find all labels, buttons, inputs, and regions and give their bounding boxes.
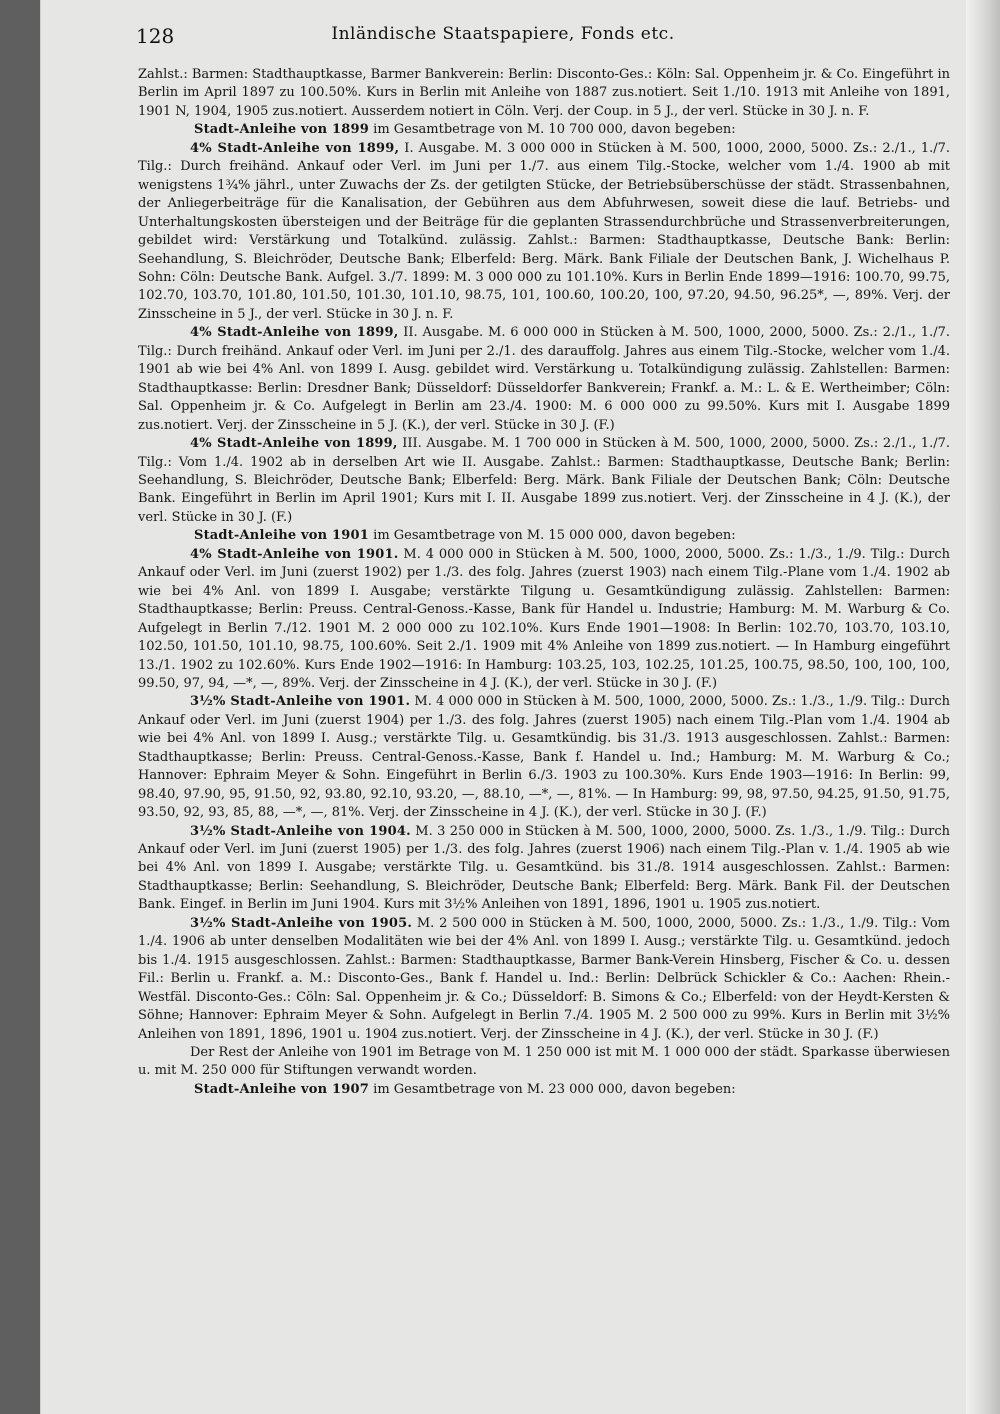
entry-text: I. Ausgabe. M. 3 000 000 in Stücken à M. 500, 1000, 2000, 5000. Zs.: 2./1., 1./7. Tilg.: Durch freihänd. Ankauf oder Verl. im Juni per 1./7. aus einem Tilg.-Stocke, welcher vom 1./4. 1900 ab mit wenigstens 1¾% jährl., unter Zuwachs der Zs. der getilgten Stücke, der Betriebsüberschüsse der städt. Strassenbahnen, der Anliegerbeiträge für die Kanalisation, der Gebühren aus dem Abfuhrwesen, soweit diese die lauf. Betriebs- und Unterhaltungskosten übersteigen und der Beiträge für die geplanten Strassendurchbrüche und Strassenverbreiterungen, gebildet wird: Verstärkung und Totalkünd. zulässig. Zahlst.: Barmen: Stadthauptkasse, Deutsche Bank: Berlin: Seehandlung, S. Bleichröder, Deutsche Bank; Elberfeld: Berg. Märk. Bank Filiale der Deutschen Bank, J. Wichelhaus P. Sohn: Cöln: Deutsche Bank. Aufgel. 3./7. 1899: M. 3 000 000 zu 101.10%. Kurs in Berlin Ende 1899—1916: 100.70, 99.75, 102.70, 103.70, 101.80, 101.50, 101.30, 101.10, 98.75, 101, 100.60, 100.20, 100, 97.20, 94.50, 96.25*, —, 89%. Verj. der Zinsscheine in 5 J., der verl. Stücke in 30 J. n. F.: [138, 140, 951, 322]
page-edge-shadow: [966, 0, 1000, 1414]
entry-1901-4pct: [138, 546, 950, 694]
entry-text: M. 2 500 000 in Stücken à M. 500, 1000, 2000, 5000. Zs.: 1./3., 1./9. Tilg.: Vom 1./4. 1906 ab unter denselben Modalitäten wie bei der 4% Anl. von 1899 I. Ausg.; verstärkte Tilg. u. Gesamtkünd. jedoch bis 1./4. 1915 ausgeschlossen. Zahlst.: Barmen: Stadthauptkasse, Barmer Bank-Verein Hinsberg, Fischer & Co. u. dessen Fil.: Berlin u. Frankf. a. M.: Disconto-Ges., Bank f. Handel u. Ind.: Berlin: Delbrück Schickler & Co.: Aachen: Rhein.-Westfäl. Disconto-Ges.: Cöln: Sal. Oppenheim jr. & Co.; Düsseldorf: B. Simons & Co.; Elberfeld: von der Heydt-Kersten & Söhne; Hannover: Ephraim Meyer & Sohn. Aufgelegt in Berlin 7./4. 1905 M. 2 500 000 zu 99%. Kurs in Berlin mit 3½% Anleihen von 1891, 1896, 1901 u. 1904 zus.notiert. Verj. der Zinsscheine in 4 J. (K.), der verl. Stücke in 30 J. (F.): [138, 915, 950, 1042]
entry-title: 4% Stadt-Anleihe von 1899,: [190, 140, 400, 156]
page-body: [138, 66, 950, 1099]
paragraph-text: Zahlst.: Barmen: Stadthauptkasse, Barmer Bankverein: Berlin: Disconto-Ges.: Köln: Sal. Oppenheim jr. & Co. Eingeführt in Berlin im April 1897 zu 100.50%. Kurs in Berlin mit Anleihe von 1887 zus.notiert. Seit 1./10. 1913 mit Anleihe von 1891, 1901 N, 1904, 1905 zus.notiert. Ausserdem notiert in Cöln. Verj. der Coup. in 5 J., der verl. Stücke in 30 J. n. F.: [138, 67, 950, 119]
paragraph-text: Der Rest der Anleihe von 1901 im Betrage von M. 1 250 000 ist mit M. 1 000 000 der städt. Sparkasse überwiesen u. mit M. 250 000 für Stiftungen verwandt worden.: [138, 1045, 950, 1079]
entry-title: 4% Stadt-Anleihe von 1899,: [190, 436, 398, 452]
entry-title: 4% Stadt-Anleihe von 1899,: [190, 325, 399, 341]
entry-1901-3-5pct: [138, 693, 950, 822]
entry-1899-ausgabe-1: [138, 140, 950, 325]
entry-text: M. 4 000 000 in Stücken à M. 500, 1000, 2000, 5000. Zs.: 1./3., 1./9. Tilg.: Durch Ankauf oder Verl. im Juni (zuerst 1904) per 1./3. des folg. Jahres (zuerst 1905) nach einem Tilg.-Plan vom 1./4. 1904 ab wie bei 4% Anl. von 1899 I. Ausg.; verstärkte Tilg. u. Gesamtkündig. bis 31./3. 1913 ausgeschlossen. Zahlst.: Barmen: Stadthauptkasse; Berlin: Preuss. Central-Genoss.-Kasse, Bank f. Handel u. Ind.; Hamburg: M. M. Warburg & Co.; Hannover: Ephraim Meyer & Sohn. Eingeführt in Berlin 6./3. 1903 zu 100.30%. Kurs Ende 1903—1916: In Berlin: 99, 98.40, 97.90, 95, 91.50, 92, 93.80, 92.10, 93.20, —, 88.10, —*, —, 81%. — In Hamburg: 99, 98, 97.50, 94.25, 91.50, 91.75, 93.50, 92, 93, 85, 88, —*, —, 81%. Verj. der Zinsscheine in 4 J. (K.), der verl. Stücke in 30 J. (F.): [138, 694, 950, 821]
paragraph-zahlstellen: [138, 66, 950, 121]
section-heading-1907: [138, 1081, 950, 1099]
heading-rest: im Gesamtbetrage von M. 23 000 000, davon begeben:: [369, 1081, 736, 1097]
entry-title: 3½% Stadt-Anleihe von 1905.: [190, 915, 413, 931]
entry-1905-3-5pct: [138, 915, 950, 1044]
entry-text: II. Ausgabe. M. 6 000 000 in Stücken à M. 500, 1000, 2000, 5000. Zs.: 2./1., 1./7. Tilg.: Durch freihänd. Ankauf oder Verl. im Juni per 2./1. des darauffolg. Jahres aus einem Tilg.-Stocke, welcher vom 1./4. 1901 ab wie bei 4% Anl. von 1899 I. Ausg. gebildet wird. Verstärkung u. Totalkündigung zulässig. Zahlstellen: Barmen: Stadthauptkasse: Berlin: Dresdner Bank; Düsseldorf: Düsseldorfer Bankverein; Frankf. a. M.: L. & E. Wertheimber; Cöln: Sal. Oppenheim jr. & Co. Aufgelegt in Berlin am 23./4. 1900: M. 6 000 000 zu 99.50%. Kurs mit I. Ausgabe 1899 zus.notiert. Verj. der Zinsscheine in 5 J. (K.), der verl. Stücke in 30 J. (F.): [138, 325, 950, 433]
page-number: 128: [136, 24, 175, 48]
heading-text: Stadt-Anleihe von 1899: [194, 122, 370, 138]
heading-rest: im Gesamtbetrage von M. 10 700 000, davon begeben:: [369, 122, 736, 138]
entry-1899-ausgabe-3: [138, 435, 950, 527]
paragraph-rest-1901: [138, 1044, 950, 1081]
entry-1899-ausgabe-2: [138, 324, 950, 435]
entry-title: 3½% Stadt-Anleihe von 1904.: [190, 823, 411, 839]
entry-title: 3½% Stadt-Anleihe von 1901.: [190, 694, 411, 710]
section-heading-1901: [138, 527, 950, 545]
entry-title: 4% Stadt-Anleihe von 1901.: [190, 546, 399, 562]
page-header: [40, 0, 966, 64]
running-title: Inländische Staatspapiere, Fonds etc.: [331, 24, 675, 44]
section-heading-1899: [138, 121, 950, 139]
entry-text: M. 4 000 000 in Stücken à M. 500, 1000, 2000, 5000. Zs.: 1./3., 1./9. Tilg.: Durch Ankauf oder Verl. im Juni (zuerst 1902) per 1./3. des folg. Jahres (zuerst 1903) nach einem Tilg.-Plane vom 1./4. 1902 ab wie bei 4% Anl. von 1899 I. Ausgabe; verstärkte Tilgung u. Gesamtkündigung zulässig. Zahlstellen: Barmen: Stadthauptkasse; Berlin: Preuss. Central-Genoss.-Kasse, Bank für Handel u. Industrie; Hamburg: M. M. Warburg & Co. Aufgelegt in Berlin 7./12. 1901 M. 2 000 000 zu 102.10%. Kurs Ende 1901—1908: In Berlin: 102.70, 103.70, 103.10, 102.50, 101.50, 101.10, 98.75, 100.60%. Seit 2./1. 1909 mit 4% Anleihe von 1899 zus.notiert. — In Hamburg eingeführt 13./1. 1902 zu 102.60%. Kurs Ende 1902—1916: In Hamburg: 103.25, 103, 102.25, 101.25, 100.75, 98.50, 100, 100, 100, 99.50, 97, 94, —*, —, 89%. Verj. der Zinsscheine in 4 J. (K.), der verl. Stücke in 30 J. (F.): [138, 546, 950, 691]
entry-1904-3-5pct: [138, 823, 950, 915]
entry-text: III. Ausgabe. M. 1 700 000 in Stücken à M. 500, 1000, 2000, 5000. Zs.: 2./1., 1./7. Tilg.: Vom 1./4. 1902 ab in derselben Art wie II. Ausgabe. Zahlst.: Barmen: Stadthauptkasse, Deutsche Bank; Berlin: Seehandlung, S. Bleichröder, Deutsche Bank; Elberfeld: Berg. Märk. Bank Filiale der Deutschen Bank; Cöln: Deutsche Bank. Eingeführt in Berlin im April 1901; Kurs mit I. II. Ausgabe 1899 zus.notiert. Verj. der Zinsscheine in 4 J. (K.), der verl. Stücke in 30 J. (F.): [138, 436, 950, 525]
entry-text: M. 3 250 000 in Stücken à M. 500, 1000, 2000, 5000. Zs. 1./3., 1./9. Tilg.: Durch Ankauf oder Verl. im Juni (zuerst 1905) per 1./3. des folg. Jahres (zuerst 1906) nach einem Tilg.-Plan v. 1./4. 1905 ab wie bei 4% Anl. von 1899 I. Ausgabe; verstärkte Tilg. u. Gesamtkünd. bis 31./8. 1914 ausgeschlossen. Zahlst.: Barmen: Stadthauptkasse; Berlin: Seehandlung, S. Bleichröder, Deutsche Bank; Elberfeld: Berg. Märk. Bank Fil. der Deutschen Bank. Eingef. in Berlin im Juni 1904. Kurs mit 3½% Anleihen von 1891, 1896, 1901 u. 1905 zus.notiert.: [138, 823, 950, 913]
heading-rest: im Gesamtbetrage von M. 15 000 000, davon begeben:: [369, 528, 736, 544]
heading-text: Stadt-Anleihe von 1901: [194, 528, 370, 544]
heading-text: Stadt-Anleihe von 1907: [194, 1081, 370, 1097]
